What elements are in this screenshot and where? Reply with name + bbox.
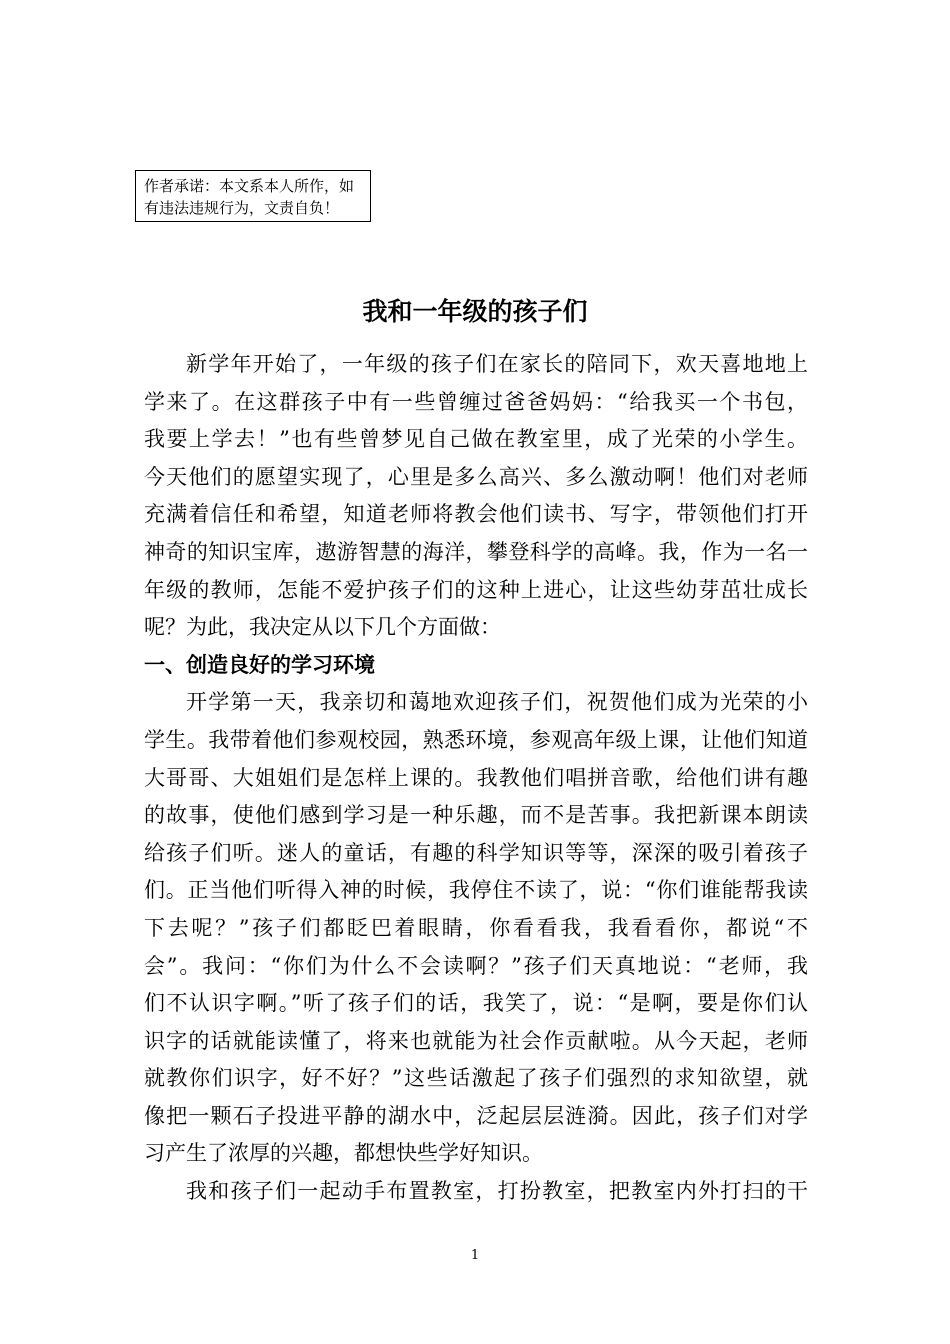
document-title: 我和一年级的孩子们 bbox=[362, 297, 588, 326]
body-line: 我要上学去！”也有些曾梦见自己做在教室里，成了光荣的小学生。 bbox=[144, 427, 808, 452]
body-line: 习产生了浓厚的兴趣，都想快些学好知识。 bbox=[144, 1141, 543, 1166]
body-line: 年级的教师，怎能不爱护孩子们的这种上进心，让这些幼芽茁壮成长 bbox=[144, 577, 808, 602]
body-line: 大哥哥、大姐姐们是怎样上课的。我教他们唱拼音歌，给他们讲有趣 bbox=[144, 765, 808, 790]
body-line: 像把一颗石子投进平静的湖水中，泛起层层涟漪。因此，孩子们对学 bbox=[144, 1103, 808, 1128]
body-line: 们不认识字啊。”听了孩子们的话，我笑了，说：“是啊，要是你们认 bbox=[144, 991, 808, 1016]
body-line: 们。正当他们听得入神的时候，我停住不读了，说：“你们谁能帮我读 bbox=[144, 878, 808, 903]
body-line: 开学第一天，我亲切和蔼地欢迎孩子们，祝贺他们成为光荣的小 bbox=[186, 690, 808, 715]
author-pledge-box bbox=[135, 170, 371, 222]
section-heading: 一、创造良好的学习环境 bbox=[144, 652, 375, 677]
body-line: 神奇的知识宝库，遨游智慧的海洋，攀登科学的高峰。我，作为一名一 bbox=[144, 539, 808, 564]
body-line: 学来了。在这群孩子中有一些曾缠过爸爸妈妈：“给我买一个书包， bbox=[144, 389, 808, 414]
body-line: 识字的话就能读懂了，将来也就能为社会作贡献啦。从今天起，老师 bbox=[144, 1028, 808, 1053]
body-line: 下去呢？”孩子们都眨巴着眼睛，你看看我，我看看你，都说“不 bbox=[144, 915, 808, 940]
page-number: 1 bbox=[470, 1248, 480, 1263]
document-body bbox=[144, 346, 808, 1211]
body-line: 给孩子们听。迷人的童话，有趣的科学知识等等，深深的吸引着孩子 bbox=[144, 840, 808, 865]
body-line: 新学年开始了，一年级的孩子们在家长的陪同下，欢天喜地地上 bbox=[186, 352, 808, 376]
body-line: 呢？为此，我决定从以下几个方面做： bbox=[144, 615, 501, 640]
body-line: 充满着信任和希望，知道老师将教会他们读书、写字，带领他们打开 bbox=[144, 502, 808, 527]
body-line: 就教你们识字，好不好？”这些话激起了孩子们强烈的求知欲望，就 bbox=[144, 1066, 808, 1091]
body-line: 我和孩子们一起动手布置教室，打扮教室，把教室内外打扫的干 bbox=[186, 1179, 808, 1204]
body-line: 的故事，使他们感到学习是一种乐趣，而不是苦事。我把新课本朗读 bbox=[144, 803, 808, 828]
body-line: 会”。我问：“你们为什么不会读啊？”孩子们天真地说：“老师，我 bbox=[144, 953, 808, 978]
author-pledge-line-1: 作者承诺：本文系本人所作，如 bbox=[144, 177, 355, 195]
body-line: 今天他们的愿望实现了，心里是多么高兴、多么激动啊！他们对老师 bbox=[144, 464, 808, 489]
author-pledge-line-2: 有违法违规行为，文责自负！ bbox=[144, 199, 340, 217]
body-line: 学生。我带着他们参观校园，熟悉环境，参观高年级上课，让他们知道 bbox=[144, 727, 808, 752]
